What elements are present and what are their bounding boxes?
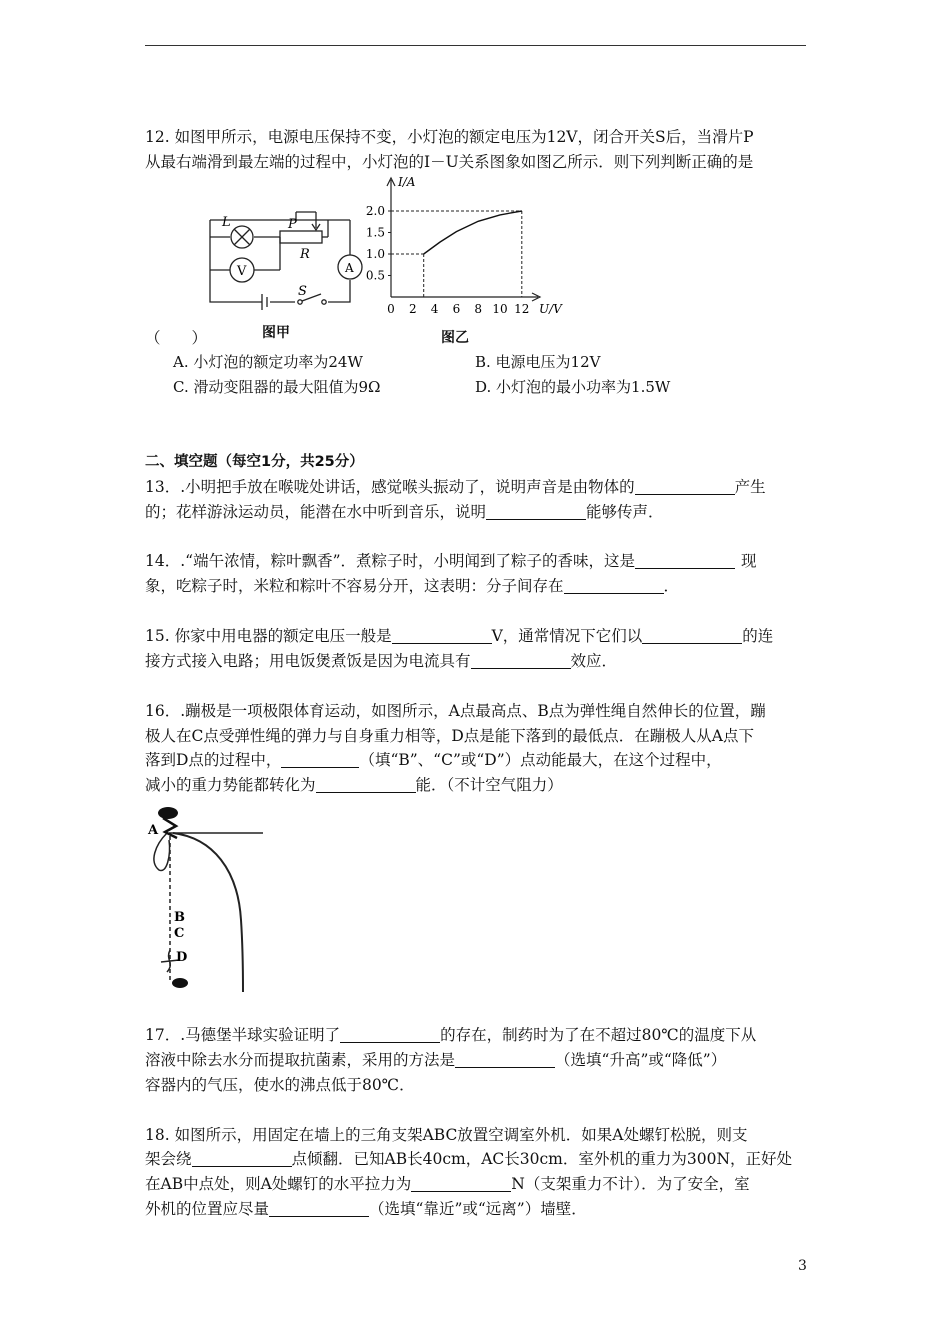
q15-blank-1[interactable] bbox=[392, 627, 492, 644]
q12-answer-paren: （ ） bbox=[145, 329, 208, 347]
q12-line-2: 从最右端滑到最左端的过程中，小灯泡的I－U关系图象如图乙所示．则下列判断正确的是 bbox=[145, 153, 754, 171]
y-tick-label: 2.0 bbox=[365, 204, 385, 218]
q17-line-1: 17．.马德堡半球实验证明了 的存在，制药时为了在不超过80℃的温度下从 bbox=[145, 1026, 757, 1044]
q13-line-1: 13．.小明把手放在喉咙处讲话，感觉喉头振动了，说明声音是由物体的 产生 bbox=[145, 478, 766, 496]
q14-line-2: 象，吃粽子时，米粒和粽叶不容易分开，这表明：分子间存在 ． bbox=[145, 577, 680, 595]
figure-a-label: 图甲 bbox=[262, 325, 290, 341]
q14-blank-2[interactable] bbox=[564, 577, 664, 594]
q12-option-c: C. 滑动变阻器的最大阻值为9Ω bbox=[173, 378, 381, 396]
y-axis-label: I/A bbox=[398, 175, 416, 189]
q15-line-2: 接方式接入电路；用电饭煲煮饭是因为电流具有 效应． bbox=[145, 652, 618, 670]
bungee-figure bbox=[143, 800, 268, 995]
slider-label: P bbox=[288, 217, 297, 232]
y-tick-label: 0.5 bbox=[365, 268, 385, 283]
q17-blank-2[interactable] bbox=[455, 1051, 555, 1068]
q12-option-b: B. 电源电压为12V bbox=[475, 353, 601, 371]
q17-line-2: 溶液中除去水分而提取抗菌素，采用的方法是 （选填“升高”或“降低”） bbox=[145, 1051, 727, 1069]
point-b-label: B bbox=[174, 910, 185, 925]
q16-line-2: 极人在C点受弹性绳的弹力与自身重力相等，D点是能下落到的最低点．在蹦极人从A点下 bbox=[145, 727, 754, 745]
iu-curve bbox=[424, 211, 522, 254]
x-tick-label: 10 bbox=[492, 302, 508, 316]
voltmeter-label: V bbox=[237, 264, 247, 279]
x-tick-label: 0 bbox=[387, 302, 395, 316]
q15-blank-2[interactable] bbox=[642, 627, 742, 644]
q15-blank-3[interactable] bbox=[471, 652, 571, 669]
q18-line-1: 18. 如图所示，用固定在墙上的三角支架ABC放置空调室外机．如果A处螺钉松脱，则支 bbox=[145, 1126, 748, 1144]
x-tick-label: 4 bbox=[430, 302, 439, 316]
q18-line-4: 外机的位置应尽量 （选填“靠近”或“远离”）墙壁． bbox=[145, 1200, 587, 1218]
header-rule bbox=[145, 45, 806, 46]
q18-line-3: 在AB中点处，则A处螺钉的水平拉力为 N（支架重力不计）．为了安全，室 bbox=[145, 1175, 750, 1193]
page-number: 3 bbox=[798, 1258, 807, 1274]
figure-b-label: 图乙 bbox=[441, 330, 469, 346]
point-d-label: D bbox=[176, 950, 188, 965]
x-axis-label: U/V bbox=[539, 302, 562, 316]
q17-blank-1[interactable] bbox=[340, 1026, 440, 1043]
point-c-label: C bbox=[174, 926, 185, 941]
q16-line-3: 落到D点的过程中， （填“B”、“C”或“D”）点动能最大，在这个过程中， bbox=[145, 751, 722, 769]
q15-line-1: 15. 你家中用电器的额定电压一般是 V，通常情况下它们以 的连 bbox=[145, 627, 774, 645]
q14-blank-1[interactable] bbox=[635, 552, 735, 569]
resistor-label: R bbox=[300, 247, 310, 262]
q16-line-1: 16．.蹦极是一项极限体育运动，如图所示，A点最高点、B点为弹性绳自然伸长的位置，蹦 bbox=[145, 702, 766, 720]
q16-line-4: 减小的重力势能都转化为 能．（不计空气阻力） bbox=[145, 776, 563, 794]
q18-blank-2[interactable] bbox=[411, 1175, 511, 1192]
section-2-heading: 二、填空题（每空1分，共25分） bbox=[145, 454, 364, 470]
q13-line-2: 的；花样游泳运动员，能潜在水中听到音乐，说明 能够传声． bbox=[145, 503, 664, 521]
q18-line-2: 架会绕 点倾翻．已知AB长40cm，AC长30cm．室外机的重力为300N，正好处 bbox=[145, 1150, 793, 1168]
switch-label: S bbox=[298, 284, 307, 299]
y-tick-label: 1.5 bbox=[365, 225, 385, 240]
q18-blank-1[interactable] bbox=[192, 1150, 292, 1167]
lamp-label: L bbox=[222, 215, 231, 230]
q12-option-d: D. 小灯泡的最小功率为1.5W bbox=[475, 378, 671, 396]
q16-blank-2[interactable] bbox=[316, 776, 416, 793]
q17-line-3: 容器内的气压，使水的沸点低于80℃． bbox=[145, 1076, 415, 1094]
q13-blank-1[interactable] bbox=[635, 478, 735, 495]
circuit-diagram bbox=[200, 200, 370, 315]
point-a-label: A bbox=[148, 823, 159, 838]
q14-line-1: 14．.“端午浓情，粽叶飘香”．煮粽子时，小明闻到了粽子的香味，这是 现 bbox=[145, 552, 757, 570]
x-tick-label: 8 bbox=[474, 302, 483, 316]
x-tick-label: 12 bbox=[514, 302, 530, 316]
q16-blank-1[interactable] bbox=[281, 751, 359, 768]
iu-chart bbox=[358, 172, 578, 322]
x-tick-label: 2 bbox=[408, 302, 417, 316]
x-tick-label: 6 bbox=[452, 302, 461, 316]
y-tick-label: 1.0 bbox=[365, 247, 385, 261]
q13-blank-2[interactable] bbox=[486, 503, 586, 520]
ammeter-label: A bbox=[345, 261, 354, 275]
q12-line-1: 12. 如图甲所示，电源电压保持不变，小灯泡的额定电压为12V，闭合开关S后，当滑片P bbox=[145, 128, 754, 146]
q18-blank-3[interactable] bbox=[269, 1200, 369, 1217]
q12-option-a: A. 小灯泡的额定功率为24W bbox=[173, 353, 363, 371]
